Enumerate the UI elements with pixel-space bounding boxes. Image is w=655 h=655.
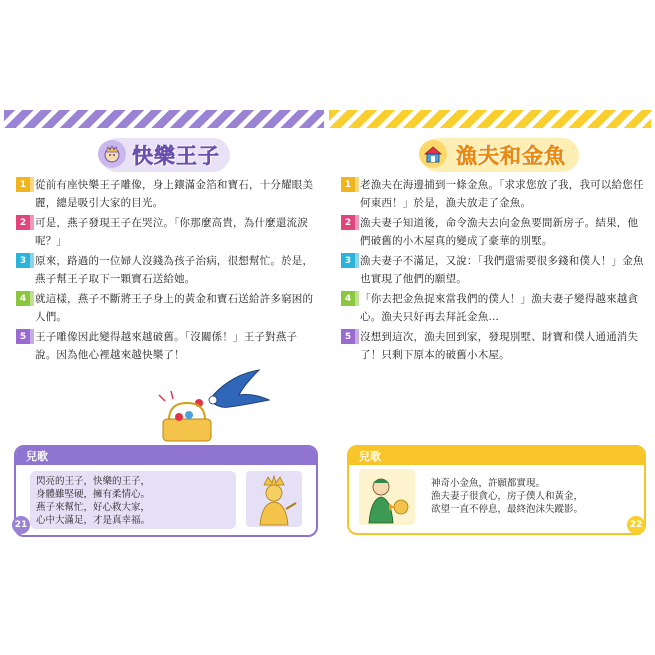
story-title-banner xyxy=(100,138,230,172)
golden-prince-picture xyxy=(246,471,302,527)
paragraph-number: 3 xyxy=(341,253,355,268)
nursery-rhyme-lines xyxy=(30,471,236,529)
paragraph-text: 原來，路過的一位婦人沒錢為孩子治病，很想幫忙。於是，燕子幫王子取下一顆寶石送給她。 xyxy=(35,255,314,285)
paragraph-number: 4 xyxy=(341,291,355,306)
paragraph-text: 漁夫妻子不滿足，又說：「我們還需要很多錢和僕人！」金魚也實現了他們的願望。 xyxy=(360,255,644,285)
paragraph-number: 1 xyxy=(16,177,30,192)
paragraph xyxy=(16,176,318,212)
paragraph-text: 從前有座快樂王子雕像，身上鑲滿金箔和寶石，十分耀眼美麗，總是吸引大家的目光。 xyxy=(35,179,314,209)
paragraph xyxy=(16,252,318,288)
nursery-rhyme-box xyxy=(347,445,646,535)
house-icon xyxy=(419,140,447,168)
paragraph xyxy=(341,176,645,212)
prince-head-icon xyxy=(98,140,126,168)
nursery-rhyme-lines xyxy=(425,473,638,527)
paragraph-text: 老漁夫在海邊捕到一條金魚。「求求您放了我，我可以給您任何東西！」於是，漁夫放走了金魚。 xyxy=(360,179,644,209)
rhyme-line: 漁夫妻子很貪心，房子僕人和黃金， xyxy=(431,491,584,502)
paragraph-number: 2 xyxy=(16,215,30,230)
rhyme-line: 心中大滿足，才是真幸福。 xyxy=(36,515,151,526)
right-page xyxy=(329,110,651,540)
story-paragraphs xyxy=(341,176,645,366)
left-page xyxy=(4,110,324,540)
top-stripe xyxy=(329,110,651,128)
story-title: 快樂王子 xyxy=(132,144,220,168)
paragraph xyxy=(16,328,318,364)
paragraph-number: 3 xyxy=(16,253,30,268)
rhyme-line: 欲望一直不停息，最終泡沫失蹤影。 xyxy=(431,504,584,515)
paragraph xyxy=(341,290,645,326)
paragraph-number: 1 xyxy=(341,177,355,192)
paragraph-number: 4 xyxy=(16,291,30,306)
paragraph-text: 漁夫妻子知道後，命令漁夫去向金魚要間新房子。結果，他們破舊的小木屋真的變成了豪華的別墅。 xyxy=(360,217,639,247)
paragraph xyxy=(16,290,318,326)
nursery-rhyme-label: 兒歌 xyxy=(359,450,381,463)
story-title: 漁夫和金魚 xyxy=(456,144,566,168)
paragraph-text: 王子雕像因此變得越來越破舊。「沒關係！」王子對燕子說。因為他心裡越來越快樂了！ xyxy=(35,331,298,361)
paragraph-text: 「你去把金魚捉來當我們的僕人！」漁夫妻子變得越來越貪心。漁夫只好再去拜託金魚… xyxy=(360,293,639,323)
nursery-rhyme-header xyxy=(349,447,644,465)
paragraph-number: 5 xyxy=(341,329,355,344)
page-number: 21 xyxy=(12,516,30,534)
story-title-banner xyxy=(421,138,579,172)
paragraph-number: 2 xyxy=(341,215,355,230)
page-number: 22 xyxy=(627,516,645,534)
paragraph-number: 5 xyxy=(16,329,30,344)
rhyme-line: 神奇小金魚，許願都實現。 xyxy=(431,478,546,489)
paragraph xyxy=(341,252,645,288)
nursery-rhyme-header xyxy=(16,447,316,465)
rhyme-line: 身體雖堅硬，擁有柔情心。 xyxy=(36,489,151,500)
paragraph xyxy=(341,214,645,250)
rhyme-line: 閃亮的王子，快樂的王子， xyxy=(36,476,151,487)
story-paragraphs xyxy=(16,176,318,366)
top-stripe xyxy=(4,110,324,128)
fisherman-picture xyxy=(359,469,415,525)
rhyme-line: 燕子來幫忙，好心救大家， xyxy=(36,502,151,513)
paragraph-text: 沒想到這次，漁夫回到家，發現別墅、財寶和僕人通通消失了！只剩下原本的破舊小木屋。 xyxy=(360,331,639,361)
paragraph xyxy=(341,328,645,364)
nursery-rhyme-box xyxy=(14,445,318,537)
paragraph-text: 可是，燕子發現王子在哭泣。「你那麼高貴，為什麼還流淚呢？」 xyxy=(35,217,308,247)
paragraph xyxy=(16,214,318,250)
paragraph-text: 就這樣，燕子不斷將王子身上的黃金和寶石送給許多窮困的人們。 xyxy=(35,293,314,323)
swallow-illustration xyxy=(149,365,279,445)
nursery-rhyme-label: 兒歌 xyxy=(26,450,48,463)
